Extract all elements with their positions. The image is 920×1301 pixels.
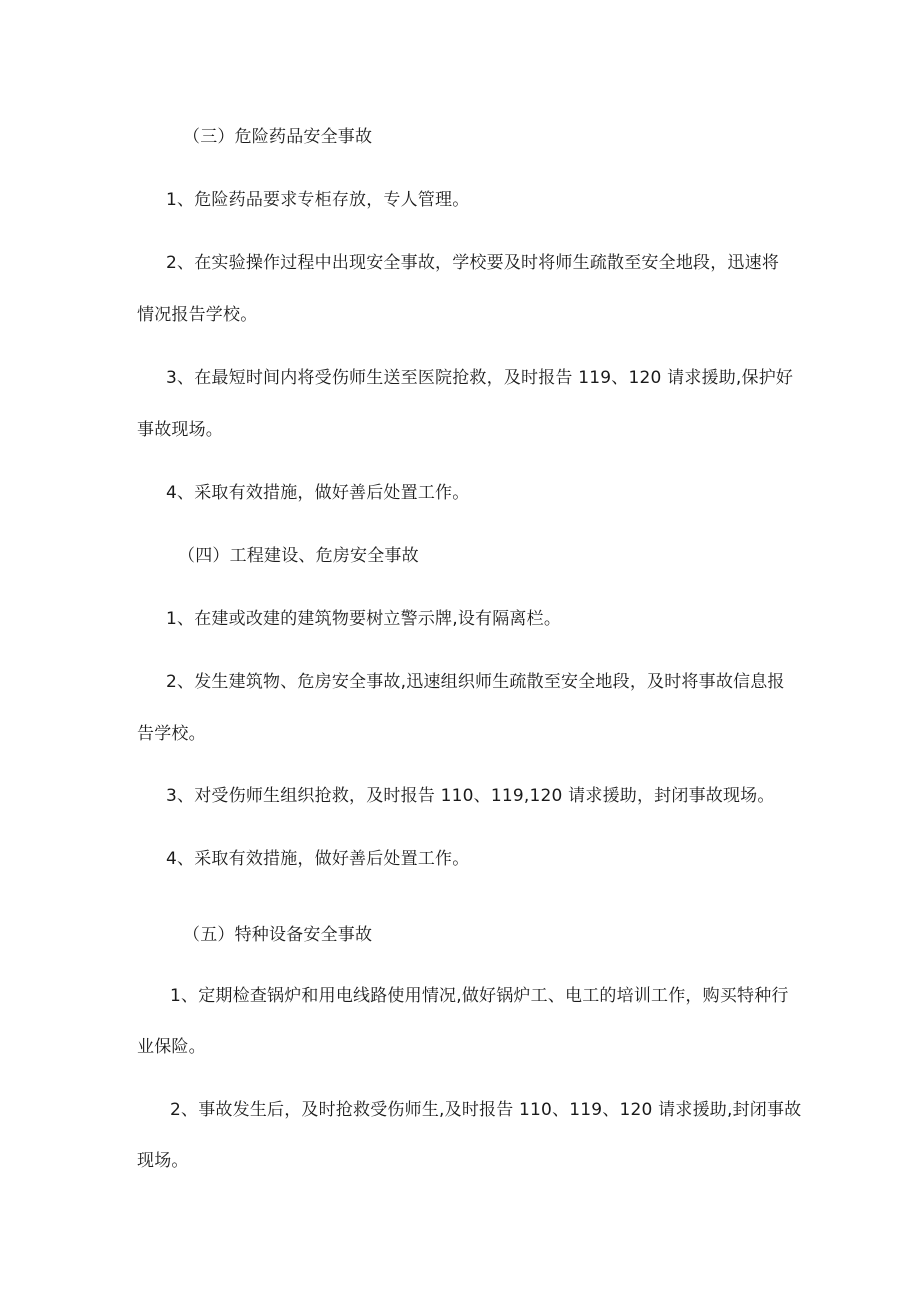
paragraph-5-1-line-2: 业保险。: [137, 1037, 206, 1057]
paragraph-4-2-line-2: 告学校。: [137, 724, 206, 744]
paragraph-5-2-line-1: 2、事故发生后，及时抢救受伤师生,及时报告 110、119、120 请求援助,封闭事故: [170, 1100, 802, 1120]
paragraph-3-4: 4、采取有效措施，做好善后处置工作。: [166, 483, 470, 503]
paragraph-3-2: [166, 251, 779, 275]
section-heading-4: （四）工程建设、危房安全事故: [178, 546, 419, 566]
paragraph-3-1: 1、危险药品要求专柜存放，专人管理。: [166, 190, 470, 210]
paragraph-5-1-line-1: 1、定期检查锅炉和用电线路使用情况,做好锅炉工、电工的培训工作，购买特种行: [170, 986, 789, 1006]
paragraph-3-2-line-1: 2、在实验操作过程中出现安全事故，学校要及时将师生疏散至安全地段，迅速将: [166, 253, 780, 273]
paragraph-3-3-line-2: 事故现场。: [137, 420, 223, 440]
paragraph-3-2-line-2: 情况报告学校。: [137, 305, 258, 325]
paragraph-4-1: 1、在建或改建的建筑物要树立警示牌,设有隔离栏。: [166, 609, 562, 629]
paragraph-5-2-line-2: 现场。: [137, 1151, 189, 1171]
section-heading-5: （五）特种设备安全事故: [183, 925, 373, 945]
paragraph-4-3: 3、对受伤师生组织抢救，及时报告 110、119,120 请求援助，封闭事故现场。: [166, 786, 775, 806]
paragraph-3-3-line-1: 3、在最短时间内将受伤师生送至医院抢救，及时报告 119、120 请求援助,保护好: [166, 368, 794, 388]
paragraph-4-4: 4、采取有效措施，做好善后处置工作。: [166, 849, 470, 869]
paragraph-4-2-line-1: 2、发生建筑物、危房安全事故,迅速组织师生疏散至安全地段，及时将事故信息报: [166, 672, 785, 692]
section-heading-3: （三）危险药品安全事故: [183, 127, 373, 147]
